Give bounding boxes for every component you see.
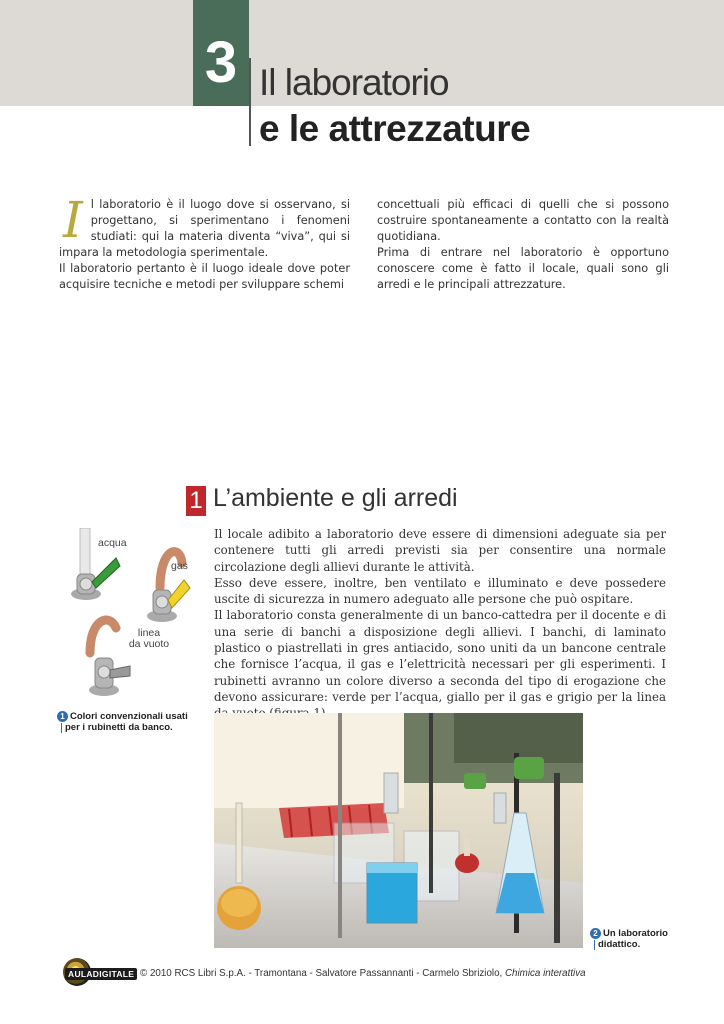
- label-water: acqua: [98, 537, 127, 549]
- label-vacuum-line1: linea: [137, 627, 161, 639]
- intro-column-right: [377, 197, 669, 293]
- figure2-caption-number: 2: [590, 928, 601, 939]
- chapter-number-box: [193, 0, 249, 106]
- laboratory-photo-drawing: [214, 713, 583, 948]
- dropcap: I: [63, 191, 83, 249]
- auladigitale-logo-text: AULADIGITALE: [65, 968, 137, 980]
- intro-paragraph: l laboratorio è il luogo dove si osservano, si progettano, si sperimentano i fenomeni studiati: qui la materia diventa “viva”, qui si impara la metodologia sperimentale.: [59, 198, 350, 259]
- faucets-illustration: [60, 528, 200, 708]
- body-paragraph: Il laboratorio consta generalmente di un banco-cattedra per il docente e di una serie di banchi a disposizione degli allievi. I banchi, di laminato plastico o piastrellati in gres antiacido, sono uniti da un bancone centrale che fornisce l’acqua, il gas e l’elettricità necessari per gli esperimenti. I rubinetti avranno un colore diverso a seconda del tipo di erogazione che devono assicurare: verde per l’acqua, giallo per il gas e grigio per la linea: [214, 608, 666, 704]
- figure2-caption: [590, 928, 668, 950]
- intro-paragraph: Prima di entrare nel laboratorio è opportuno conoscere come è fatto il locale, quali sono gli arredi e le principali attrezzature.: [377, 246, 669, 291]
- footer: [63, 958, 683, 988]
- caption-bar: [594, 940, 595, 950]
- intro-paragraph: concettuali più efficaci di quelli che si possono costruire spontaneamente a contatto con la realtà quotidiana.: [377, 198, 669, 243]
- intro-column-left: [59, 191, 350, 293]
- caption-bar: [61, 723, 62, 733]
- footer-book-title: Chimica interattiva: [504, 968, 586, 979]
- body-paragraph: Il locale adibito a laboratorio deve essere di dimensioni adeguate sia per contenere tutti gli arredi previsti sia per consentire una normale circolazione degli allievi durante le attività.: [214, 527, 666, 574]
- chapter-title-line2: e le attrezzature: [259, 108, 531, 149]
- header-divider: [249, 58, 251, 146]
- chapter-number: 3: [204, 30, 238, 95]
- body-paragraph: Esso deve essere, inoltre, ben ventilato e illuminato e deve possedere uscite di sicurezza in numero adeguato alle persone che può ospitare.: [214, 575, 666, 607]
- chapter-title-line1: Il laboratorio: [259, 62, 449, 103]
- section-body: [214, 526, 666, 722]
- faucets-drawing: [60, 528, 200, 708]
- figure1-caption-number: 1: [57, 711, 68, 722]
- intro-paragraph: Il laboratorio pertanto è il luogo ideale dove poter acquisire tecniche e metodi per sviluppare schemi: [59, 262, 350, 291]
- section-title: L’ambiente e gli arredi: [213, 484, 458, 512]
- figure1-caption: [57, 711, 188, 733]
- figure1-caption-line2: per i rubinetti da banco.: [65, 722, 173, 733]
- label-vacuum: [114, 628, 184, 650]
- figure1-caption-line1: Colori convenzionali usati: [70, 711, 188, 722]
- section-number: 1: [186, 486, 206, 516]
- label-vacuum-line2: da vuoto: [128, 638, 170, 650]
- figure2-caption-line1: Un laboratorio: [603, 928, 668, 939]
- footer-copyright-text: © 2010 RCS Libri S.p.A. - Tramontana - Salvatore Passannanti - Carmelo Sbriziolo,: [140, 968, 503, 979]
- figure2-caption-line2: didattico.: [598, 939, 641, 950]
- label-gas: gas: [171, 560, 188, 572]
- laboratory-photo: [214, 713, 583, 948]
- footer-copyright: [140, 968, 586, 979]
